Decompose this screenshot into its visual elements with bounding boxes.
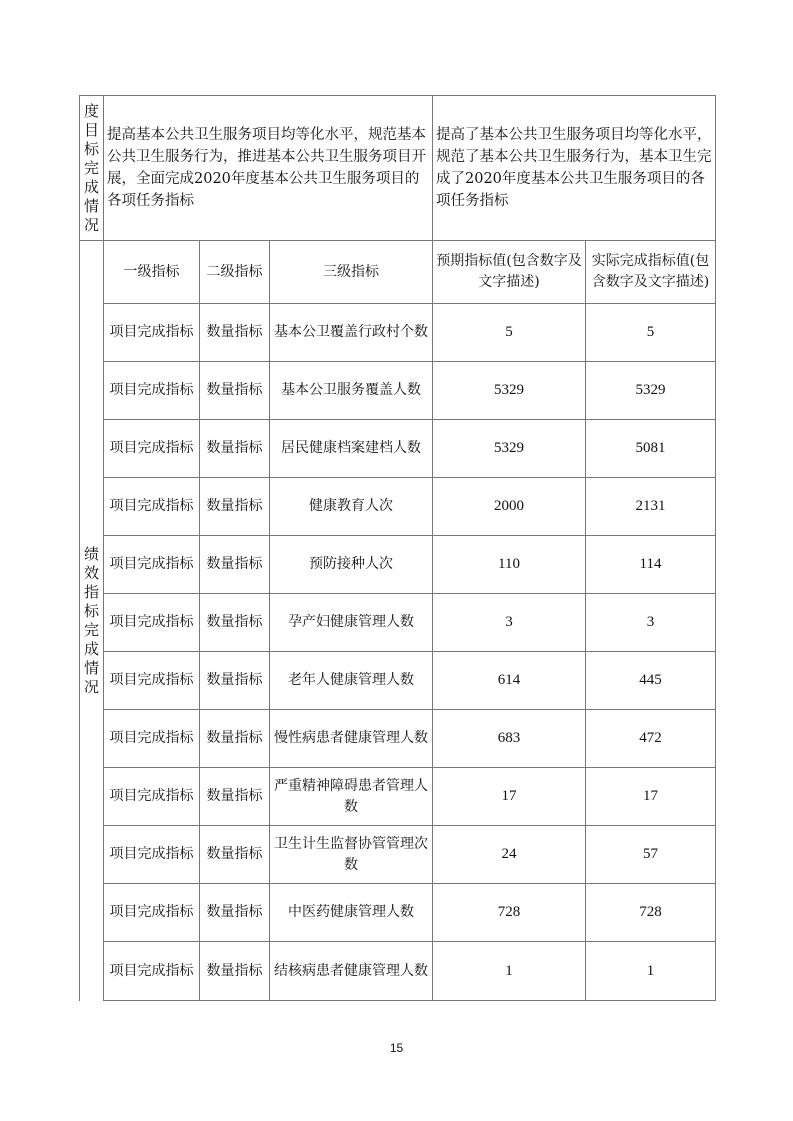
cell-expected: 614 [433, 652, 586, 710]
cell-level1: 项目完成指标 [104, 536, 200, 594]
cell-level1: 项目完成指标 [104, 710, 200, 768]
cell-actual: 57 [586, 826, 716, 884]
cell-level1: 项目完成指标 [104, 652, 200, 710]
cell-expected: 2000 [433, 478, 586, 536]
cell-level2: 数量指标 [200, 768, 270, 826]
cell-actual: 1 [586, 942, 716, 1001]
cell-level2: 数量指标 [200, 478, 270, 536]
cell-level3: 居民健康档案建档人数 [270, 420, 433, 478]
table-row [80, 710, 716, 768]
header-level3: 三级指标 [270, 241, 433, 304]
cell-expected: 24 [433, 826, 586, 884]
cell-level3: 中医药健康管理人数 [270, 884, 433, 942]
table-row [80, 362, 716, 420]
header-actual: 实际完成指标值(包含数字及文字描述) [586, 241, 716, 304]
planned-goal-text: 提高基本公共卫生服务项目均等化水平，规范基本公共卫生服务行为，推进基本公共卫生服务项目开展，全面完成2020年度基本公共卫生服务项目的各项任务指标 [104, 96, 433, 241]
actual-goal-text: 提高了基本公共卫生服务项目均等化水平，规范了基本公共卫生服务行为，基本卫生完成了2020年度基本公共卫生服务项目的各项任务指标 [433, 96, 716, 241]
table-row [80, 478, 716, 536]
cell-level2: 数量指标 [200, 884, 270, 942]
indicator-header-row [80, 241, 716, 304]
cell-level2: 数量指标 [200, 362, 270, 420]
cell-level3: 健康教育人次 [270, 478, 433, 536]
cell-actual: 472 [586, 710, 716, 768]
cell-level1: 项目完成指标 [104, 884, 200, 942]
cell-level3: 基本公卫覆盖行政村个数 [270, 304, 433, 362]
header-level1: 一级指标 [104, 241, 200, 304]
cell-actual: 5329 [586, 362, 716, 420]
cell-level3: 孕产妇健康管理人数 [270, 594, 433, 652]
cell-actual: 114 [586, 536, 716, 594]
goal-row [80, 96, 716, 241]
cell-expected: 5329 [433, 362, 586, 420]
cell-level1: 项目完成指标 [104, 942, 200, 1001]
cell-actual: 17 [586, 768, 716, 826]
table-row [80, 942, 716, 1001]
cell-level1: 项目完成指标 [104, 304, 200, 362]
cell-level1: 项目完成指标 [104, 478, 200, 536]
cell-level2: 数量指标 [200, 304, 270, 362]
cell-level3: 老年人健康管理人数 [270, 652, 433, 710]
cell-actual: 3 [586, 594, 716, 652]
cell-actual: 445 [586, 652, 716, 710]
cell-level2: 数量指标 [200, 594, 270, 652]
cell-expected: 5329 [433, 420, 586, 478]
performance-table [79, 95, 716, 1001]
cell-expected: 17 [433, 768, 586, 826]
cell-expected: 3 [433, 594, 586, 652]
table-row [80, 826, 716, 884]
header-expected: 预期指标值(包含数字及文字描述) [433, 241, 586, 304]
table-row [80, 304, 716, 362]
cell-level1: 项目完成指标 [104, 362, 200, 420]
cell-level1: 项目完成指标 [104, 826, 200, 884]
cell-actual: 5 [586, 304, 716, 362]
cell-expected: 5 [433, 304, 586, 362]
cell-level3: 卫生计生监督协管管理次数 [270, 826, 433, 884]
cell-level2: 数量指标 [200, 536, 270, 594]
cell-level3: 严重精神障碍患者管理人数 [270, 768, 433, 826]
cell-level3: 预防接种人次 [270, 536, 433, 594]
cell-level2: 数量指标 [200, 710, 270, 768]
cell-level1: 项目完成指标 [104, 594, 200, 652]
cell-level2: 数量指标 [200, 942, 270, 1001]
page-number: 15 [389, 1041, 404, 1055]
table-row [80, 536, 716, 594]
cell-level1: 项目完成指标 [104, 420, 200, 478]
header-level2: 二级指标 [200, 241, 270, 304]
indicator-section-label: 绩效指标完成情况 [80, 241, 104, 1001]
cell-actual: 728 [586, 884, 716, 942]
table-row [80, 768, 716, 826]
table-row [80, 420, 716, 478]
cell-expected: 728 [433, 884, 586, 942]
cell-expected: 110 [433, 536, 586, 594]
cell-level2: 数量指标 [200, 652, 270, 710]
cell-level1: 项目完成指标 [104, 768, 200, 826]
cell-expected: 683 [433, 710, 586, 768]
cell-level3: 慢性病患者健康管理人数 [270, 710, 433, 768]
cell-level2: 数量指标 [200, 826, 270, 884]
cell-level3: 基本公卫服务覆盖人数 [270, 362, 433, 420]
cell-actual: 5081 [586, 420, 716, 478]
table-row [80, 594, 716, 652]
cell-level2: 数量指标 [200, 420, 270, 478]
cell-expected: 1 [433, 942, 586, 1001]
table-row [80, 652, 716, 710]
cell-level3: 结核病患者健康管理人数 [270, 942, 433, 1001]
cell-actual: 2131 [586, 478, 716, 536]
goal-section-label: 度目标完成情况 [80, 96, 104, 241]
table-row [80, 884, 716, 942]
